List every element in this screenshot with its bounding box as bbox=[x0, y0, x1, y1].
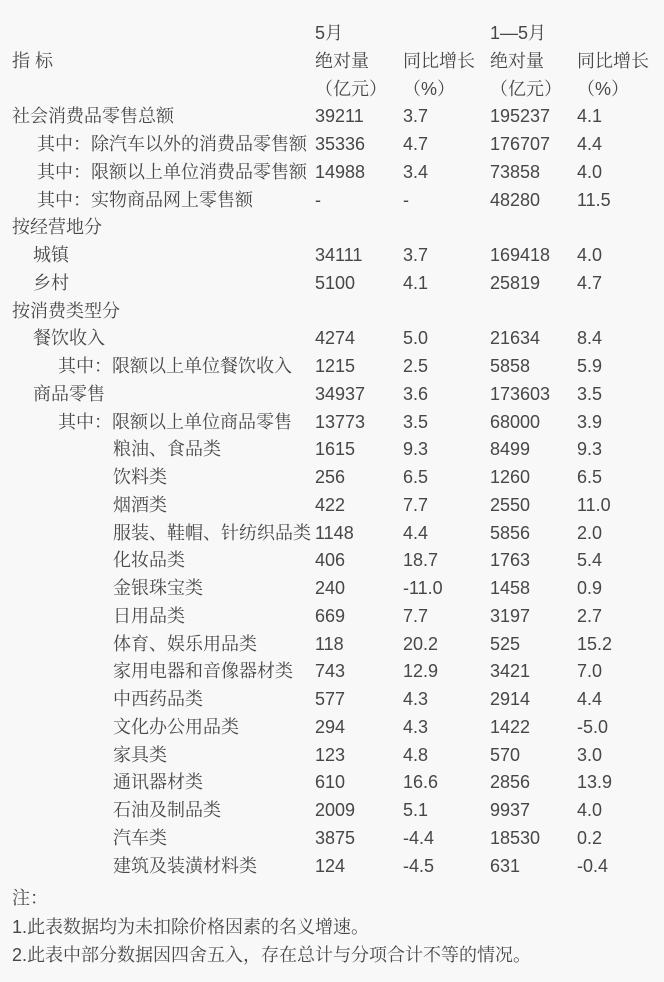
row-value: -4.5 bbox=[403, 855, 435, 876]
row-value: 195237 bbox=[490, 106, 551, 127]
row-value: 9.3 bbox=[403, 439, 429, 460]
period-header-row bbox=[12, 20, 664, 48]
row-value: 525 bbox=[490, 633, 521, 654]
row-value: 4.4 bbox=[577, 689, 603, 709]
row-value: 4274 bbox=[315, 328, 356, 349]
row-value: 3.5 bbox=[403, 411, 429, 432]
table-row bbox=[12, 214, 664, 242]
row-value: 5.1 bbox=[403, 800, 429, 820]
row-label: 金银珠宝类 bbox=[113, 578, 203, 598]
row-value: 2914 bbox=[490, 689, 531, 709]
row-value: 7.7 bbox=[403, 494, 429, 515]
row-value: 2009 bbox=[315, 800, 356, 820]
table-row bbox=[12, 658, 664, 686]
row-label: 饮料类 bbox=[113, 467, 167, 487]
column-header-absolute-may: 绝对量 bbox=[315, 50, 369, 71]
row-value: 256 bbox=[315, 467, 346, 487]
row-value: 610 bbox=[315, 772, 346, 793]
table-row bbox=[12, 797, 664, 825]
table-row bbox=[12, 131, 664, 159]
row-value: 2.5 bbox=[403, 356, 429, 376]
unit-growth-jan-may: （%） bbox=[577, 78, 630, 99]
table-row bbox=[12, 714, 664, 742]
row-value: 2856 bbox=[490, 772, 531, 793]
row-label: 中西药品类 bbox=[113, 689, 203, 709]
row-value: 6.5 bbox=[403, 467, 429, 487]
column-header-row bbox=[12, 48, 664, 76]
row-value: 3421 bbox=[490, 661, 531, 682]
row-label: 日用品类 bbox=[113, 605, 185, 626]
row-value bbox=[577, 298, 664, 326]
row-value: 3.9 bbox=[577, 411, 603, 432]
table-body bbox=[12, 103, 664, 880]
row-label: 餐饮收入 bbox=[33, 328, 105, 349]
row-value: 4.0 bbox=[577, 800, 603, 820]
row-value: 123 bbox=[315, 744, 346, 765]
row-label: 烟酒类 bbox=[113, 494, 167, 515]
row-label: 服装、鞋帽、针纺织品类 bbox=[113, 522, 311, 543]
row-value: 118 bbox=[315, 633, 344, 654]
period-label-may: 5月 bbox=[315, 23, 344, 43]
row-label: 家具类 bbox=[113, 744, 167, 765]
row-label: 其中：限额以上单位消费品零售额 bbox=[37, 161, 307, 182]
table-row bbox=[12, 575, 664, 603]
row-value: 5856 bbox=[490, 522, 531, 543]
row-value: 9.3 bbox=[577, 439, 603, 460]
row-label: 文化办公用品类 bbox=[113, 716, 239, 737]
table-row bbox=[12, 825, 664, 853]
row-value bbox=[315, 298, 403, 326]
row-value: 124 bbox=[315, 855, 346, 876]
row-value: - bbox=[403, 189, 409, 210]
row-value: 2550 bbox=[490, 494, 531, 515]
row-value: 4.3 bbox=[403, 689, 429, 709]
table-row bbox=[12, 298, 664, 326]
row-value: 5100 bbox=[315, 272, 356, 293]
row-label: 其中：除汽车以外的消费品零售额 bbox=[37, 134, 307, 154]
row-value: 15.2 bbox=[577, 633, 613, 654]
row-value: 3.7 bbox=[403, 106, 429, 127]
row-value: 4.0 bbox=[577, 245, 603, 265]
row-label: 通讯器材类 bbox=[113, 772, 203, 793]
row-value: - bbox=[315, 189, 321, 210]
row-value: 743 bbox=[315, 661, 346, 682]
unit-absolute-jan-may: （亿元） bbox=[490, 78, 562, 99]
row-value: 68000 bbox=[490, 411, 541, 432]
row-value: 577 bbox=[315, 689, 346, 709]
row-value: 240 bbox=[315, 578, 346, 598]
row-value: 18.7 bbox=[403, 550, 439, 571]
row-label: 按消费类型分 bbox=[12, 300, 120, 321]
row-value bbox=[403, 214, 490, 242]
period-spacer-jan-may bbox=[577, 20, 664, 48]
row-value: 4.0 bbox=[577, 161, 603, 182]
table-row bbox=[12, 769, 664, 797]
table-row bbox=[12, 381, 664, 409]
row-value bbox=[490, 214, 577, 242]
row-value: 1763 bbox=[490, 550, 531, 571]
row-value: 0.9 bbox=[577, 578, 603, 598]
row-value: 34111 bbox=[315, 245, 363, 265]
row-value: 1458 bbox=[490, 578, 531, 598]
table-row bbox=[12, 853, 664, 881]
row-value: 48280 bbox=[490, 189, 541, 210]
row-value bbox=[577, 214, 664, 242]
row-value: 3.7 bbox=[403, 245, 429, 265]
row-value: 2.7 bbox=[577, 605, 603, 626]
table-row bbox=[12, 436, 664, 464]
row-value: 631 bbox=[490, 855, 521, 876]
row-value: 1615 bbox=[315, 439, 356, 460]
row-value: 4.1 bbox=[577, 106, 603, 127]
row-value: 3.0 bbox=[577, 744, 603, 765]
row-value: 13.9 bbox=[577, 772, 613, 793]
table-row bbox=[12, 603, 664, 631]
table-row bbox=[12, 270, 664, 298]
row-label: 按经营地分 bbox=[12, 217, 102, 238]
row-value: 73858 bbox=[490, 161, 541, 182]
row-value bbox=[315, 214, 403, 242]
row-value: 2.0 bbox=[577, 522, 603, 543]
row-label: 体育、娱乐用品类 bbox=[113, 633, 257, 654]
row-value: 169418 bbox=[490, 245, 551, 265]
row-value: 8499 bbox=[490, 439, 531, 460]
row-value: 4.3 bbox=[403, 716, 429, 737]
row-label: 家用电器和音像器材类 bbox=[113, 661, 293, 682]
table-row bbox=[12, 492, 664, 520]
row-value: 3197 bbox=[490, 605, 531, 626]
row-value: 4.7 bbox=[577, 272, 603, 293]
row-value: -5.0 bbox=[577, 716, 609, 737]
row-label: 化妆品类 bbox=[113, 550, 185, 571]
period-spacer-may bbox=[403, 20, 490, 48]
row-label: 社会消费品零售总额 bbox=[12, 106, 174, 127]
table-row bbox=[12, 187, 664, 215]
row-value: 669 bbox=[315, 605, 346, 626]
row-value: 39211 bbox=[315, 106, 364, 127]
row-label: 商品零售 bbox=[33, 383, 105, 404]
table-row bbox=[12, 686, 664, 714]
table-row bbox=[12, 547, 664, 575]
row-value: 1422 bbox=[490, 716, 531, 737]
row-value: 3.6 bbox=[403, 383, 429, 404]
row-value: -4.4 bbox=[403, 827, 435, 848]
row-value: 13773 bbox=[315, 411, 366, 432]
row-value: 34937 bbox=[315, 383, 366, 404]
unit-growth-may: （%） bbox=[403, 78, 456, 99]
row-value: 11.0 bbox=[577, 494, 611, 515]
row-value: 12.9 bbox=[403, 661, 439, 682]
row-value: 20.2 bbox=[403, 633, 439, 654]
row-value bbox=[490, 298, 577, 326]
row-value: 21634 bbox=[490, 328, 541, 349]
indicator-column-header: 指 标 bbox=[12, 50, 54, 71]
row-value: 14988 bbox=[315, 161, 366, 182]
period-header-spacer bbox=[12, 20, 315, 48]
table-header bbox=[12, 20, 664, 103]
row-value: 406 bbox=[315, 550, 346, 571]
table-row bbox=[12, 742, 664, 770]
row-value: 11.5 bbox=[577, 189, 611, 210]
table-row bbox=[12, 631, 664, 659]
row-value: 4.1 bbox=[403, 272, 429, 293]
row-label: 乡村 bbox=[33, 272, 69, 293]
row-value: 5.4 bbox=[577, 550, 603, 571]
table-row bbox=[12, 159, 664, 187]
table-row bbox=[12, 520, 664, 548]
row-value: 422 bbox=[315, 494, 346, 515]
row-value: 6.5 bbox=[577, 467, 603, 487]
row-value: 294 bbox=[315, 716, 346, 737]
row-value: 4.4 bbox=[577, 134, 603, 154]
row-value: 5.0 bbox=[403, 328, 429, 349]
row-value: 0.2 bbox=[577, 827, 603, 848]
row-value: 4.4 bbox=[403, 522, 429, 543]
row-value: -11.0 bbox=[403, 578, 443, 598]
row-value: 1148 bbox=[315, 522, 354, 543]
table-row bbox=[12, 353, 664, 381]
notes-block bbox=[12, 884, 664, 970]
row-label: 石油及制品类 bbox=[113, 800, 221, 820]
table-row bbox=[12, 242, 664, 270]
retail-sales-table bbox=[12, 20, 664, 880]
row-label: 其中：实物商品网上零售额 bbox=[37, 189, 253, 210]
unit-absolute-may: （亿元） bbox=[315, 78, 387, 99]
row-value: 570 bbox=[490, 744, 521, 765]
notes-title: 注： bbox=[12, 888, 48, 909]
row-value: 9937 bbox=[490, 800, 531, 820]
row-label: 其中：限额以上单位商品零售 bbox=[58, 411, 292, 432]
note-line-2: 2.此表中部分数据因四舍五入，存在总计与分项合计不等的情况。 bbox=[12, 945, 532, 966]
row-label: 汽车类 bbox=[113, 827, 167, 848]
table-row bbox=[12, 325, 664, 353]
row-label: 城镇 bbox=[33, 245, 69, 265]
row-value: 35336 bbox=[315, 134, 366, 154]
column-header-absolute-jan-may: 绝对量 bbox=[490, 50, 544, 71]
row-value: 1215 bbox=[315, 356, 356, 376]
row-value: 18530 bbox=[490, 827, 541, 848]
note-line-1: 1.此表数据均为未扣除价格因素的名义增速。 bbox=[12, 916, 370, 937]
row-value: 1260 bbox=[490, 467, 531, 487]
row-value: 3.5 bbox=[577, 383, 603, 404]
row-value: 176707 bbox=[490, 134, 551, 154]
row-value: 7.0 bbox=[577, 661, 603, 682]
table-row bbox=[12, 409, 664, 437]
row-value: 7.7 bbox=[403, 605, 429, 626]
row-value: 5858 bbox=[490, 356, 531, 376]
table-row bbox=[12, 464, 664, 492]
unit-header-row bbox=[12, 76, 664, 104]
table-row bbox=[12, 103, 664, 131]
row-value: 8.4 bbox=[577, 328, 603, 349]
row-label: 粮油、食品类 bbox=[113, 439, 221, 460]
row-label: 其中：限额以上单位餐饮收入 bbox=[58, 356, 292, 376]
row-value: 173603 bbox=[490, 383, 551, 404]
period-label-jan-may: 1—5月 bbox=[490, 23, 547, 43]
row-value: 3.4 bbox=[403, 161, 429, 182]
row-value: 25819 bbox=[490, 272, 541, 293]
row-value: 5.9 bbox=[577, 356, 603, 376]
column-header-growth-jan-may: 同比增长 bbox=[577, 50, 649, 71]
row-value bbox=[403, 298, 490, 326]
row-value: 4.8 bbox=[403, 744, 429, 765]
row-value: 3875 bbox=[315, 827, 356, 848]
row-label: 建筑及装潢材料类 bbox=[113, 855, 257, 876]
unit-header-spacer bbox=[12, 76, 315, 104]
column-header-growth-may: 同比增长 bbox=[403, 50, 475, 71]
row-value: 4.7 bbox=[403, 134, 429, 154]
row-value: 16.6 bbox=[403, 772, 439, 793]
row-value: -0.4 bbox=[577, 855, 609, 876]
